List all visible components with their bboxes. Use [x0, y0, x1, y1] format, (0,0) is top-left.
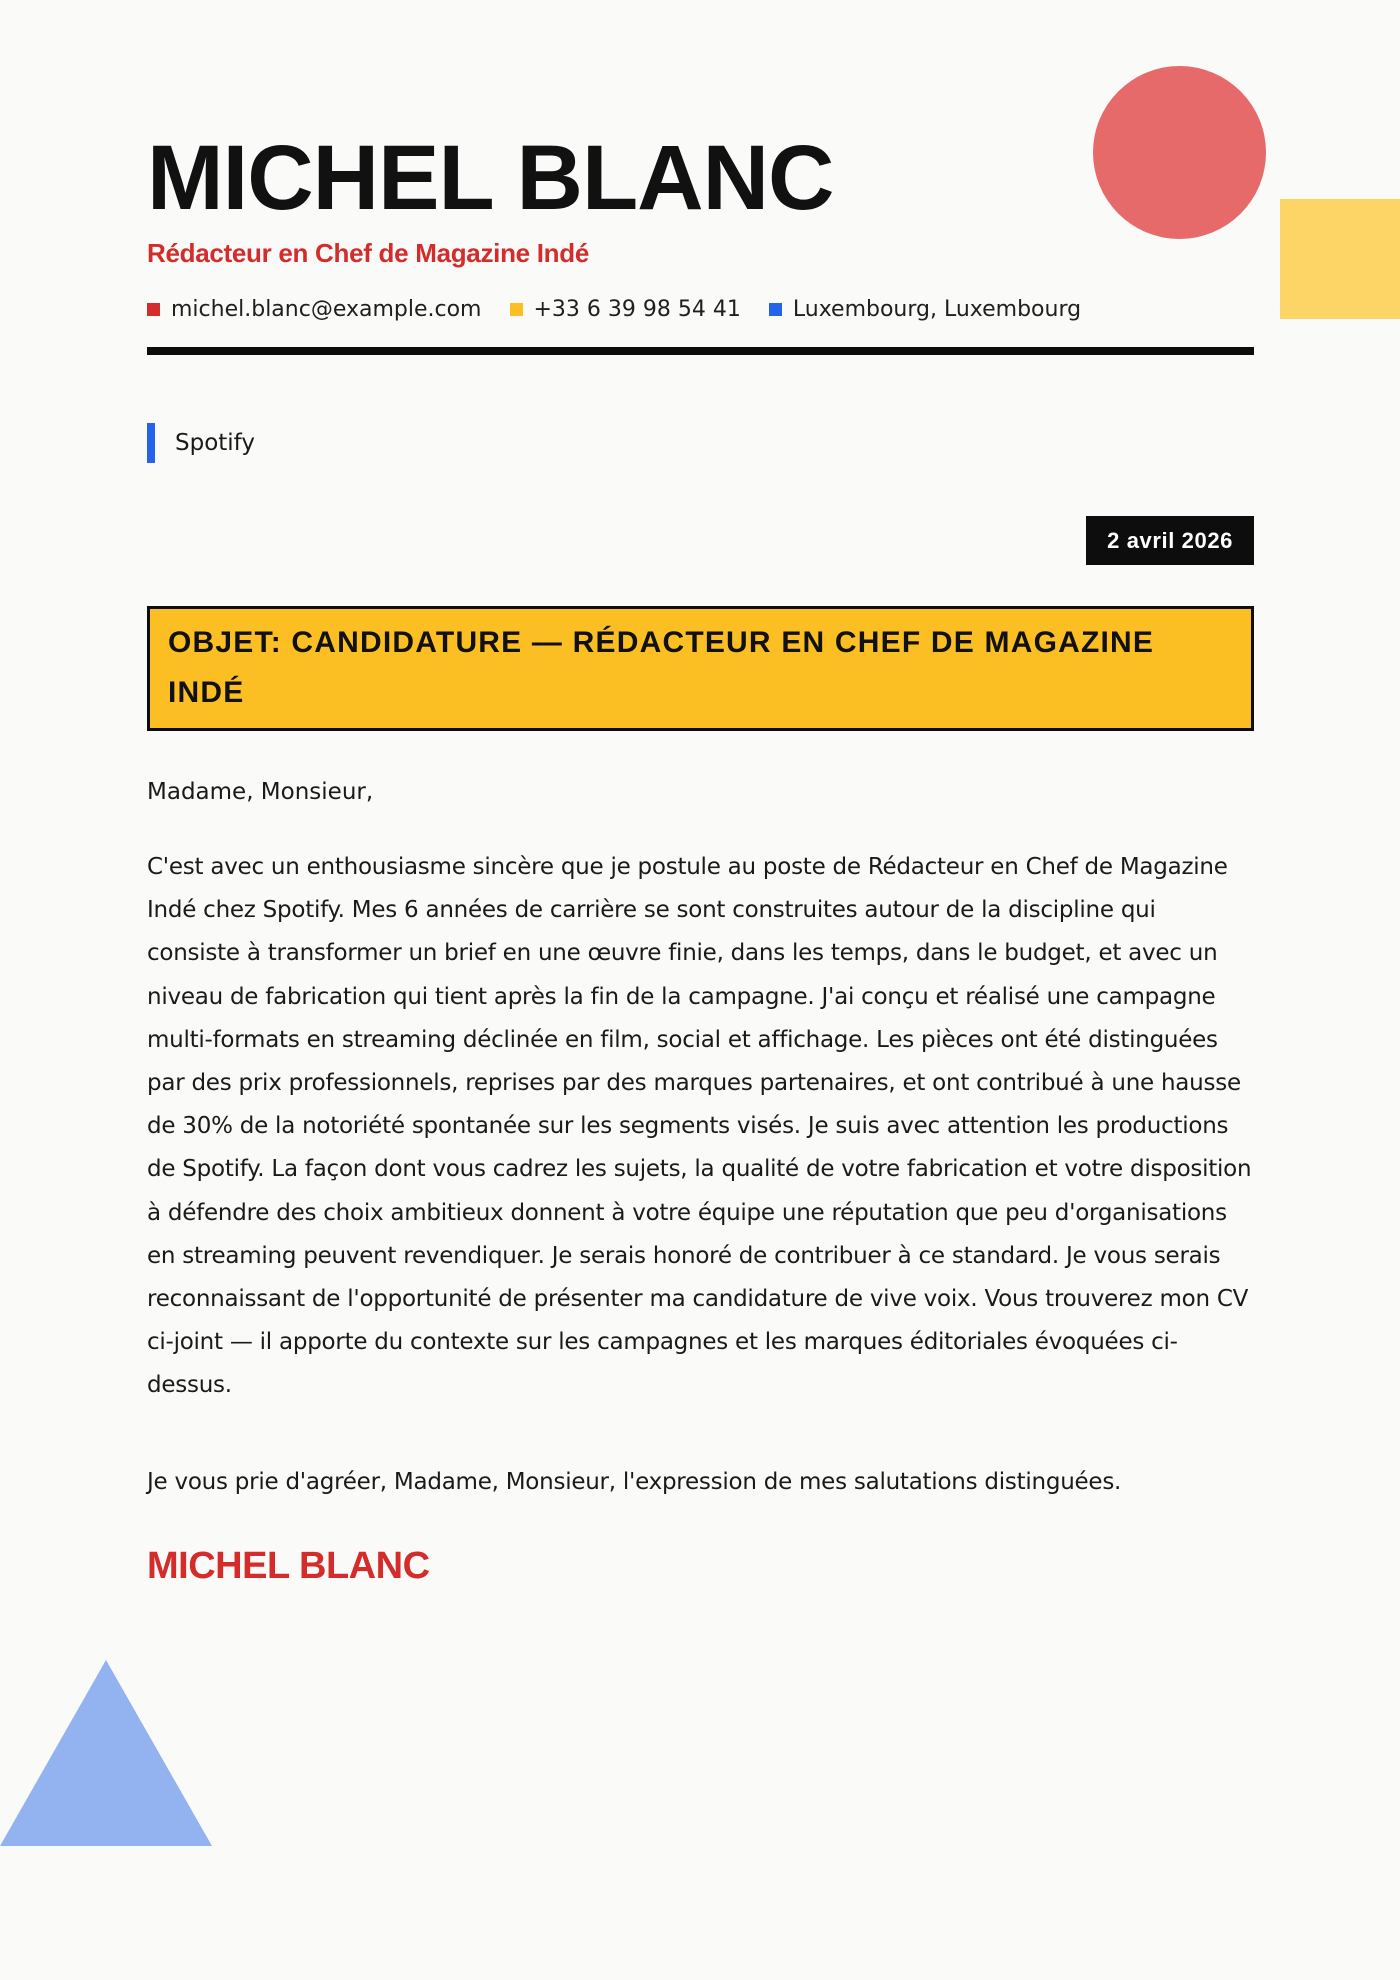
contact-location	[769, 297, 1081, 322]
closing: Je vous prie d'agréer, Madame, Monsieur, l'expression de mes salutations distinguées.	[147, 1469, 1122, 1495]
contact-phone	[510, 297, 741, 322]
date-badge: 2 avril 2026	[1086, 516, 1254, 565]
recipient-company: Spotify	[147, 423, 255, 463]
subject-line: OBJET: CANDIDATURE — RÉDACTEUR EN CHEF DE MAGAZINE INDÉ	[168, 626, 1155, 709]
salutation: Madame, Monsieur,	[147, 779, 374, 805]
contact-email	[147, 297, 482, 322]
decorative-square	[1280, 199, 1400, 319]
red-square-icon	[147, 303, 160, 316]
decorative-triangle	[0, 1660, 212, 1846]
blue-square-icon	[769, 303, 782, 316]
job-title: Rédacteur en Chef de Magazine Indé	[147, 238, 590, 268]
decorative-circle	[1093, 66, 1266, 239]
subject-box	[147, 606, 1254, 731]
email-text: michel.blanc@example.com	[171, 296, 482, 322]
yellow-square-icon	[510, 303, 523, 316]
location-text: Luxembourg, Luxembourg	[792, 296, 1082, 322]
letter-body: C'est avec un enthousiasme sincère que je postule au poste de Rédacteur en Chef de Magazine Indé chez Spotify. Mes 6 années de carrière se sont construites autour de la discipline qui consiste à transformer un brief en une œuvre finie, dans les temps, dans le budget, et avec un niveau de fabrication qui tient après la fin de la campagne. J'ai conçu et réalisé une campagne multi-formats en streaming déclinée en film, social et affichage. Les pièces ont été distinguées par des prix professionnels, reprises par des marques partenaires, et ont contribué à une hausse de 30% de la notoriété spontanée sur les segments visés. Je suis avec attention les productions de Spotify. La façon dont vous cadrez les sujets, la qualité de votre fabrication et votre disposition à défendre des choix ambitieux donnent à votre équipe une réputation que peu d'organisations en streaming peuvent revendiquer. Je serais honoré de contribuer à ce standard. Je vous serais reconnaissant de l'opportunité de présenter ma candidature de vive voix. Vous trouverez mon CV ci-joint — il apporte du contexte sur les campagnes et les marques éditoriales évoquées ci-dessus.	[147, 854, 1252, 1399]
header-divider	[147, 347, 1254, 355]
contact-row	[147, 293, 1109, 325]
signature: MICHEL BLANC	[147, 1545, 430, 1587]
phone-text: +33 6 39 98 54 41	[533, 296, 741, 322]
applicant-name: MICHEL BLANC	[147, 127, 834, 229]
